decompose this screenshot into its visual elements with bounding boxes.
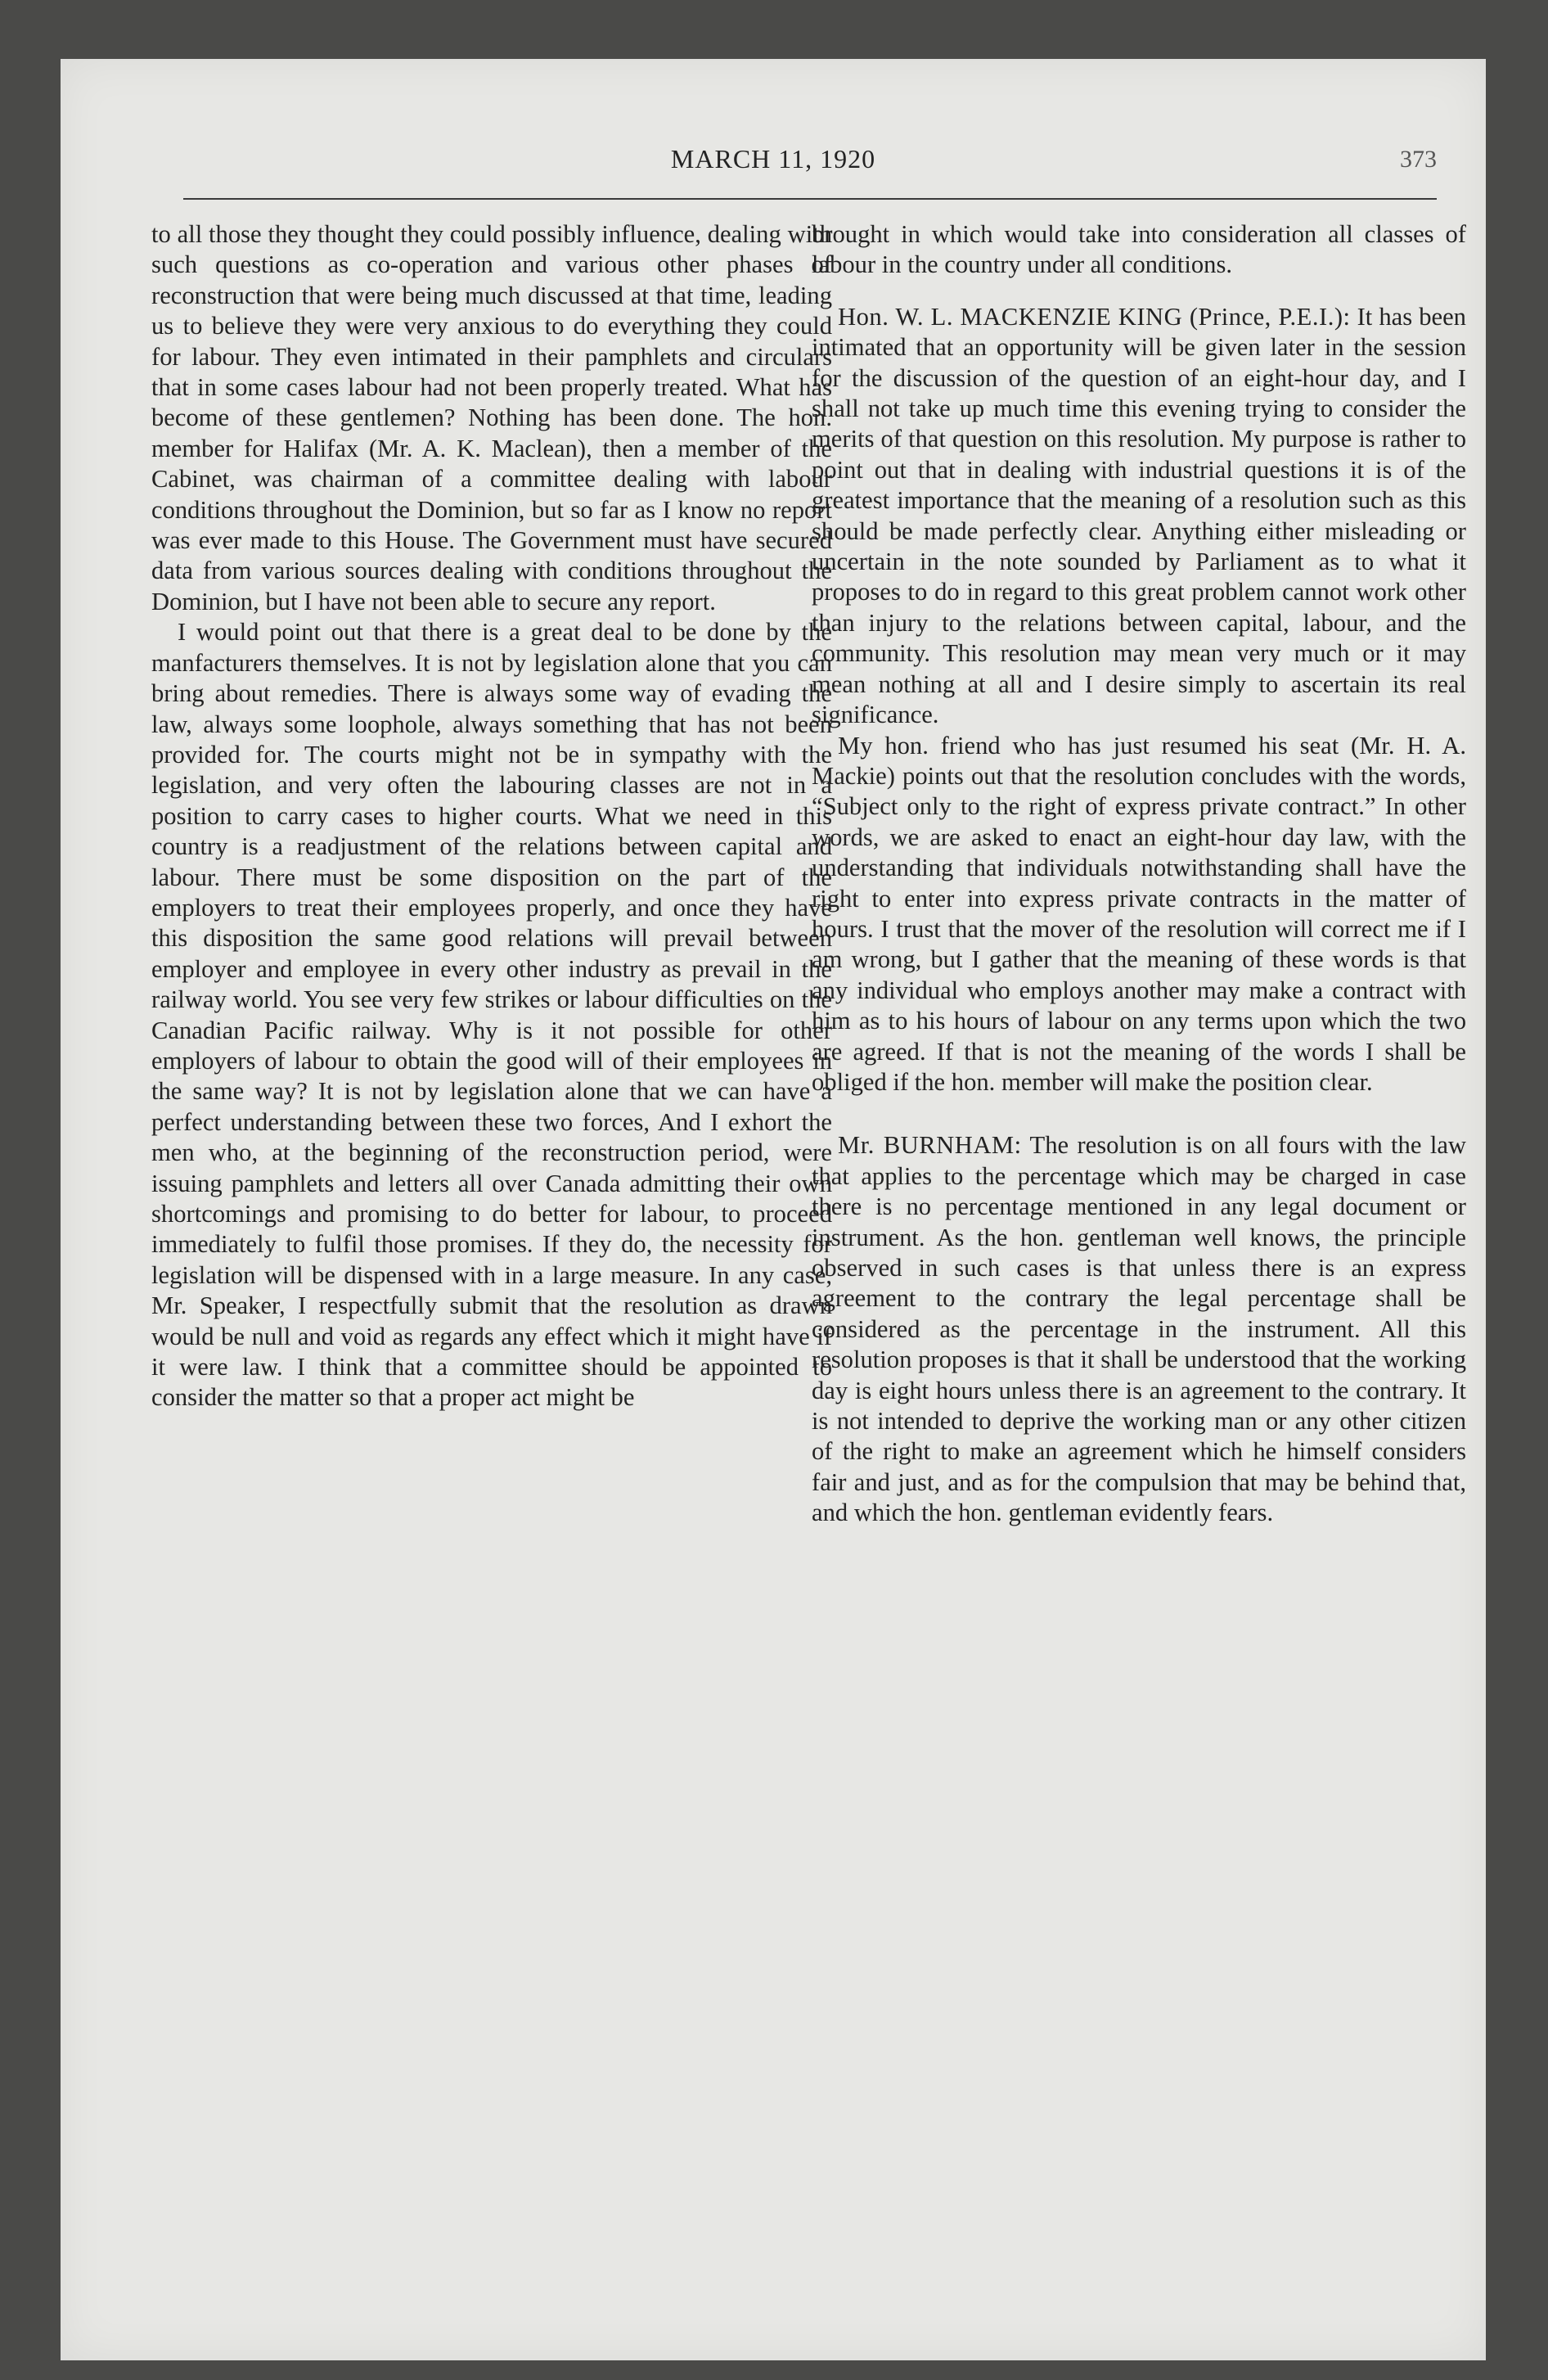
page-header (61, 144, 1486, 193)
speech-text: It has been intimated that an opportunity will be given later in the session for the discussion of the question of an eight-hour day, and I shall not take up much time this evening trying to consider the merits of that question on this resolution. My purpose is rather to point out that in dealing with industrial questions it is of the greatest importance that the meaning of a resolution such as this should be made perfectly clear. Anything either misleading or uncertain in the note sounded by Parliament as to what it proposes to do in regard to this great problem cannot work other than injury to the relations between capital, labour, and the community. This resolution may mean very much or it may mean nothing at all and I desire simply to ascertain its real significance. (812, 302, 1466, 729)
header-rule (183, 198, 1437, 200)
paragraph: My hon. friend who has just resumed his seat (Mr. H. A. Mackie) points out that the resolution concludes with the words, “Subject only to the right of express private contract.” In other words, we are asked to enact an eight-hour day law, with the understanding that individuals notwithstanding shall have the right to enter into express private contracts in the matter of hours. I trust that the mover of the resolution will correct me if I am wrong, but I gather that the meaning of these words is that any individual who employs another may make a contract with him as to his hours of labour on any terms upon which the two are agreed. If that is not the meaning of the words I shall be obliged if the hon. member will make the position clear. (812, 731, 1466, 1096)
paragraph: to all those they thought they could possibly influence, dealing with such questions as co-operation and various other phases of reconstruction that were being much discussed at that time, leading us to believe they were very anxious to do everything they could for labour. They even intimated in their pamphlets and circulars that in some cases labour had not been properly treated. What has become of these gentlemen? Nothing has been done. The hon. member for Halifax (Mr. A. K. Maclean), then a member of the Cabinet, was chairman of a committee dealing with labour conditions throughout the Dominion, but so far as I know no report was ever made to this House. The Government must have secured data from various sources dealing with conditions throughout the Dominion, but I have not been able to secure any report. (151, 220, 832, 615)
speech-text: The resolution is on all fours with the law that applies to the percentage which may be charged in case there is no percentage mentioned in any legal document or instrument. As the hon. gentleman well knows, the principle observed in such cases is that unless there is an express agreement to the contrary the legal percentage shall be considered as the percentage in the instrument. All this resolution proposes is that it shall be understood that the working day is eight hours unless there is an agreement to the contrary. It is not intended to deprive the working man or any other citizen of the right to make an agreement which he himself considers fair and just, and as for the compulsion that may be behind that, and which the hon. gentleman evidently fears. (812, 1131, 1466, 1527)
speech-paragraph (812, 302, 1466, 731)
paragraph: brought in which would take into consideration all classes of labour in the country under all conditions. (812, 220, 1466, 279)
paragraph: I would point out that there is a great deal to be done by the manfacturers themselves. It is not by legislation alone that you can bring about remedies. There is always some way of evading the law, always some loophole, always something that has not been provided for. The courts might not be in sympathy with the legislation, and very often the labouring classes are not in a position to carry cases to higher courts. What we need in this country is a readjustment of the relations between capital and labour. There must be some disposition on the part of the employers to treat their employees properly, and once they have this disposition the same good relations will prevail between employer and employee in every other industry as prevail in the railway world. You see very few strikes or labour difficulties on the Canadian Pacific railway. Why is it not possible for other employers of labour to obtain the good will of their employees in the same way? It is not by legislation alone that we can have a perfect understanding between these two forces, And I exhort the men who, at the beginning of the reconstruction period, were issuing pamphlets and letters all over Canada admitting their own shortcomings and promising to do better for labour, to proceed immediately to fulfil those promises. If they do, the necessity for legislation will be dispensed with in a large measure. In any case, Mr. Speaker, I respectfully submit that the resolution as drawn would be null and void as regards any effect which it might have if it were law. I think that a committee should be appointed to consider the matter so that a proper act might be (151, 618, 832, 1412)
page-date-header: MARCH 11, 1920 (670, 144, 876, 174)
right-column (812, 219, 1466, 1529)
page-number: 373 (1400, 146, 1437, 173)
document-page (61, 59, 1486, 2360)
speaker-name: Mr. BURNHAM: (838, 1131, 1022, 1160)
left-column (151, 219, 832, 1413)
speaker-name: Hon. W. L. MACKENZIE KING (Prince, P.E.I.): (838, 302, 1351, 331)
speech-paragraph (812, 1130, 1466, 1528)
